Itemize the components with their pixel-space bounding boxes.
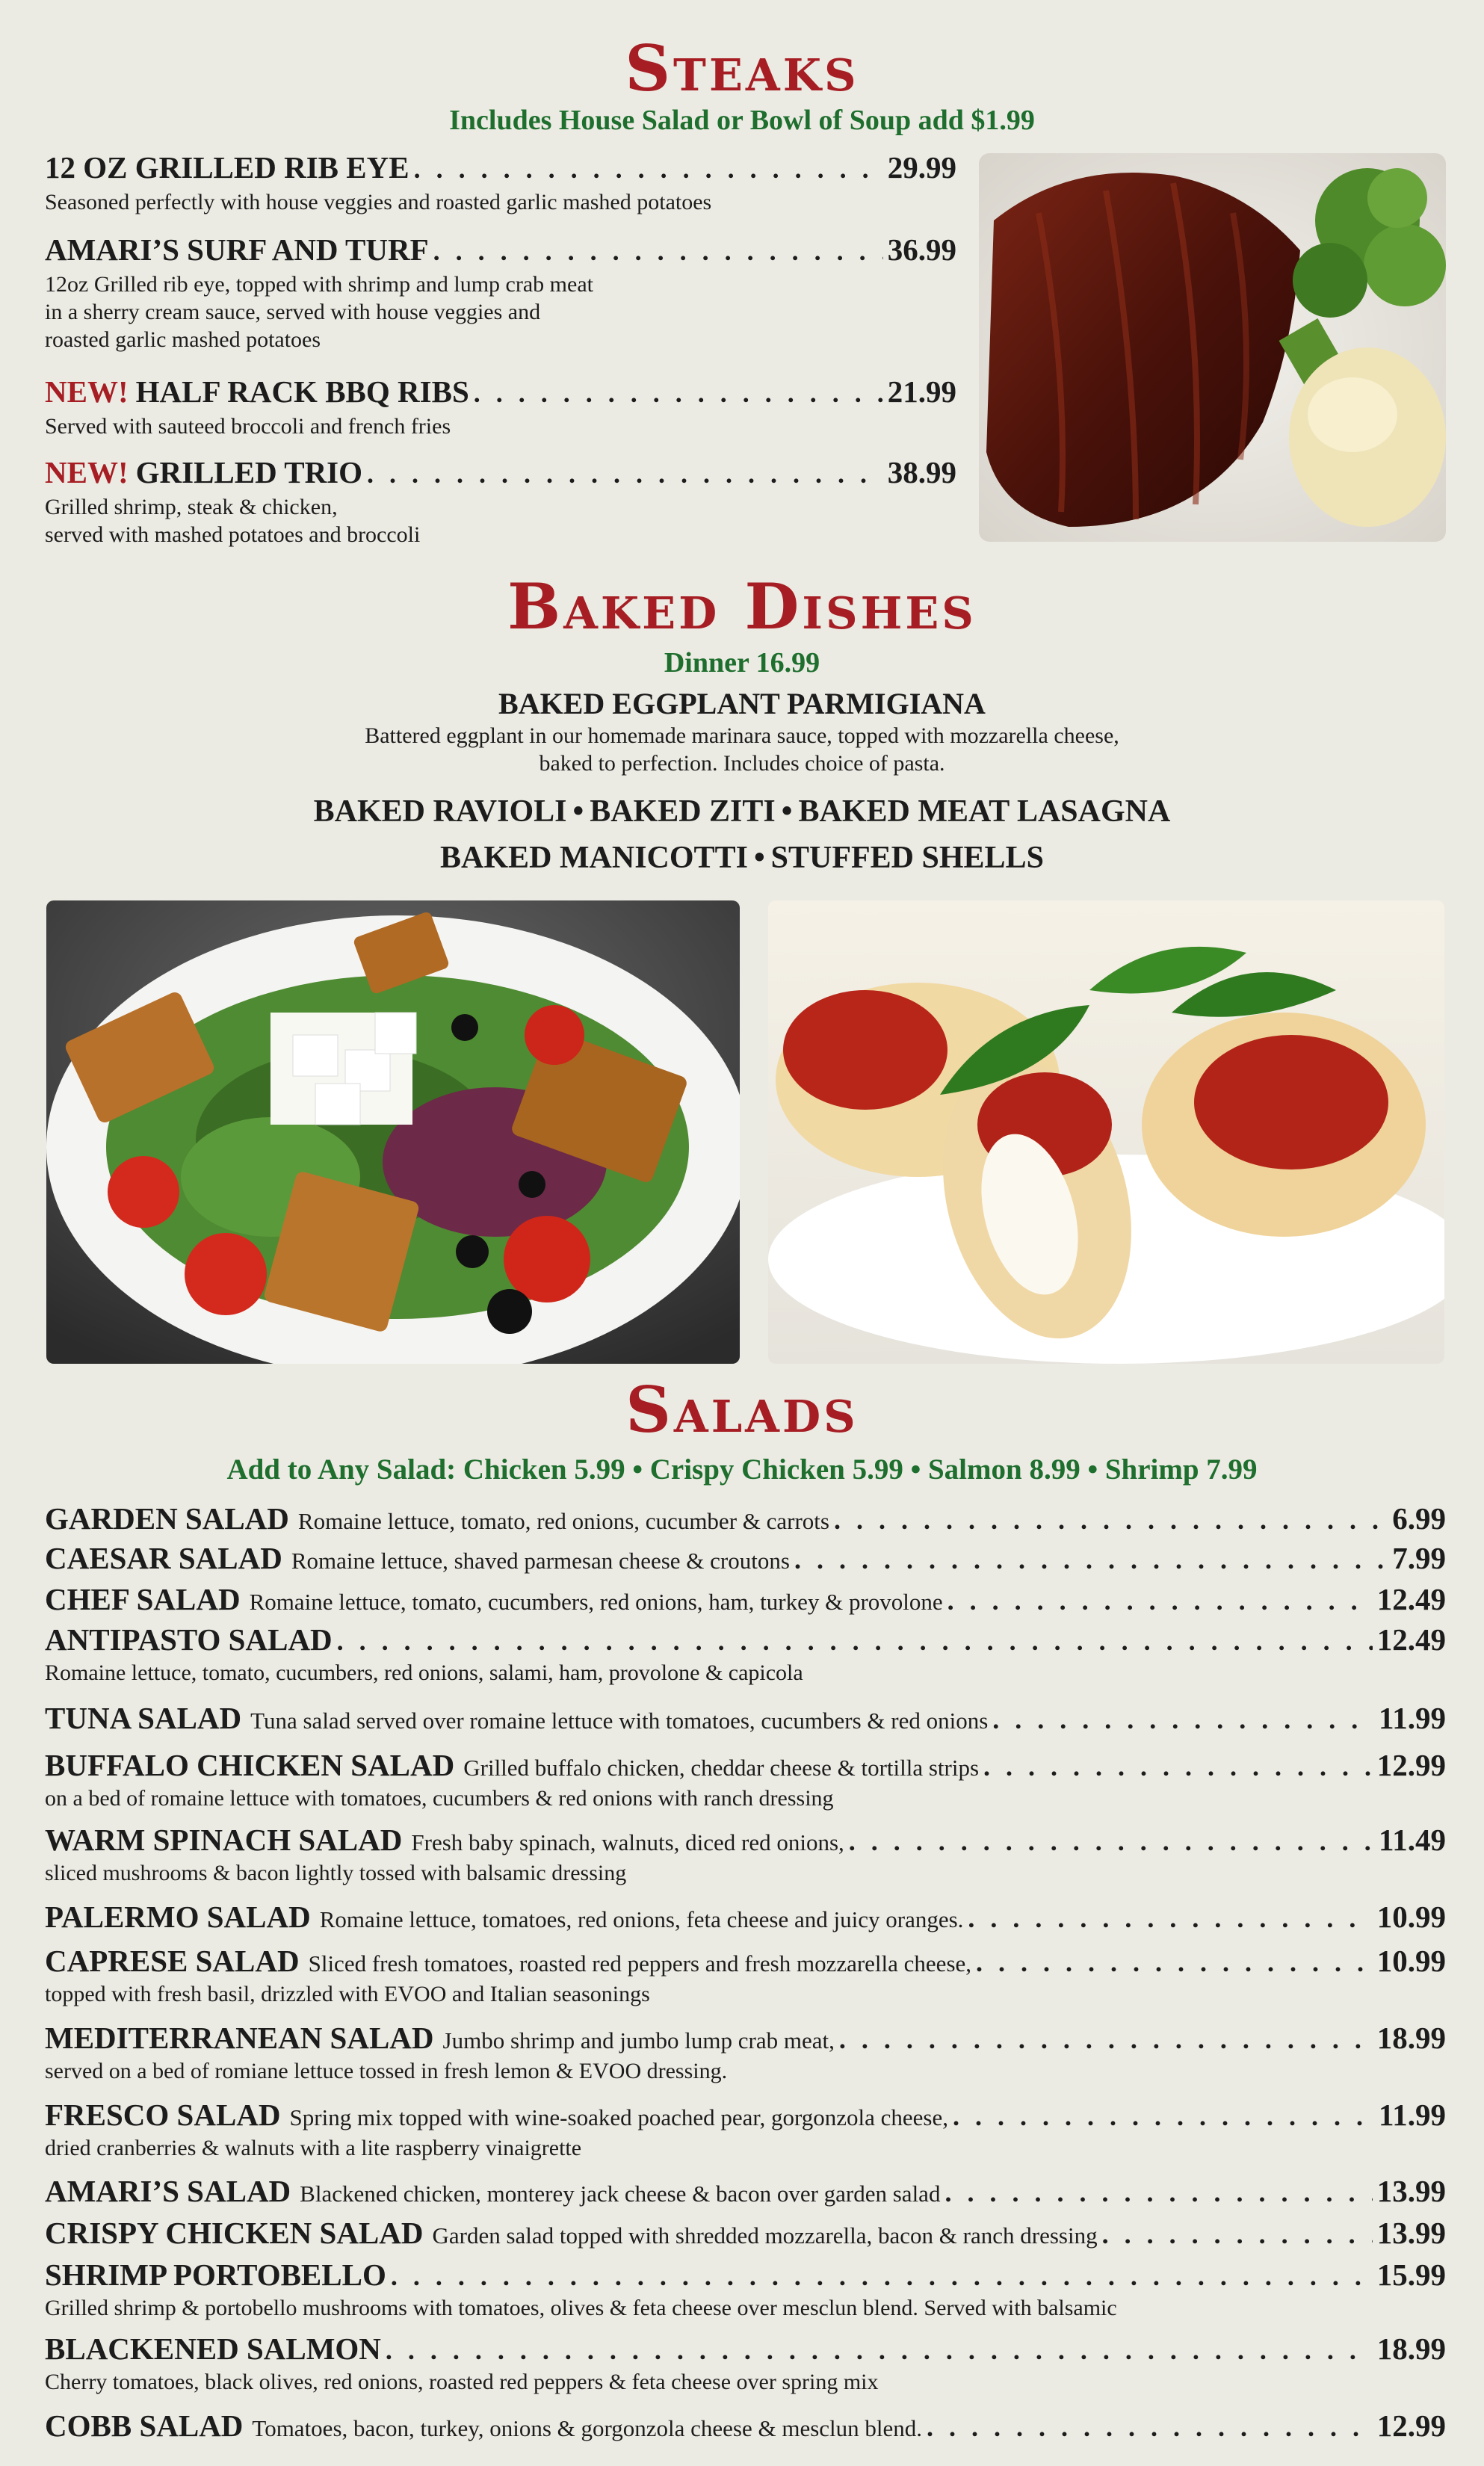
- item-name: BUFFALO CHICKEN SALAD: [45, 1748, 455, 1782]
- menu-item-rib-eye: [45, 149, 956, 185]
- dot-leader: [976, 1947, 1373, 1978]
- item-price: 18.99: [1376, 2021, 1446, 2055]
- desc-line: Battered eggplant in our homemade marinara sauce, topped with mozzarella cheese,: [365, 723, 1119, 748]
- feature-dish-description: [0, 722, 1484, 777]
- item-price: 12.49: [1376, 1622, 1446, 1657]
- dot-leader: [433, 235, 883, 267]
- item-name: 12 OZ GRILLED RIB EYE: [45, 150, 409, 185]
- feature-dish-name: BAKED EGGPLANT PARMIGIANA: [498, 687, 986, 720]
- dot-leader: [414, 153, 883, 185]
- item-inline-description: Fresh baby spinach, walnuts, diced red onions,: [411, 1829, 844, 1855]
- item-price: 36.99: [887, 232, 956, 267]
- baked-dishes-line-2: [0, 840, 1484, 876]
- item-description: sliced mushrooms & bacon lightly tossed with balsamic dressing: [45, 1861, 627, 1885]
- salad-item: [45, 2331, 1446, 2367]
- item-description: [45, 493, 420, 548]
- new-badge: NEW!: [45, 374, 129, 409]
- baked-dishes-subtitle: Dinner 16.99: [664, 647, 820, 679]
- salad-item: [45, 2408, 1446, 2444]
- dish-name: BAKED ZITI: [590, 794, 776, 829]
- salads-title: Salads: [625, 1373, 859, 1447]
- dot-leader: [794, 1544, 1388, 1575]
- item-name: COBB SALAD: [45, 2408, 244, 2443]
- dot-leader: [391, 2260, 1373, 2292]
- item-name: WARM SPINACH SALAD: [45, 1823, 403, 1857]
- item-price: 29.99: [887, 150, 956, 185]
- salad-item: [45, 1581, 1446, 1617]
- dot-leader: [992, 1704, 1374, 1735]
- separator: •: [781, 794, 793, 829]
- item-price: 12.99: [1376, 1748, 1446, 1782]
- item-name: TUNA SALAD: [45, 1701, 242, 1735]
- item-price: 6.99: [1392, 1501, 1446, 1536]
- item-price: 11.49: [1379, 1823, 1446, 1857]
- item-inline-description: Romaine lettuce, tomatoes, red onions, feta cheese and juicy oranges.: [319, 1906, 964, 1932]
- item-name: GRILLED TRIO: [135, 455, 363, 489]
- dot-leader: [947, 1585, 1373, 1616]
- item-description: Romaine lettuce, tomato, cucumbers, red onions, salami, ham, provolone & capicola: [45, 1660, 803, 1685]
- dot-leader: [953, 2101, 1374, 2132]
- item-description: Seasoned perfectly with house veggies and roasted garlic mashed potatoes: [45, 190, 712, 214]
- item-name: CRISPY CHICKEN SALAD: [45, 2216, 424, 2250]
- item-description: [45, 271, 593, 353]
- item-price: 10.99: [1376, 1900, 1446, 1934]
- menu-item-bbq-ribs: [45, 374, 956, 410]
- item-name: CHEF SALAD: [45, 1582, 241, 1616]
- dot-leader: [968, 1903, 1372, 1934]
- item-price: 13.99: [1376, 2174, 1446, 2208]
- salad-item: [45, 2020, 1446, 2056]
- baked-dishes-line-1: [0, 794, 1484, 829]
- separator: •: [572, 794, 584, 829]
- item-name: AMARI’S SALAD: [45, 2174, 291, 2208]
- item-name: HALF RACK BBQ RIBS: [135, 374, 469, 409]
- salads-subtitle: Add to Any Salad: Chicken 5.99 • Crispy Chicken 5.99 • Salmon 8.99 • Shrimp 7.99: [226, 1453, 1258, 1486]
- desc-line: served with mashed potatoes and broccoli: [45, 522, 421, 547]
- desc-line: Grilled shrimp, steak & chicken,: [45, 495, 338, 519]
- item-name: BLACKENED SALMON: [45, 2331, 381, 2366]
- item-inline-description: Sliced fresh tomatoes, roasted red peppers and fresh mozzarella cheese,: [308, 1950, 972, 1977]
- salad-item: [45, 1501, 1446, 1536]
- desc-line: in a sherry cream sauce, served with house veggies and: [45, 300, 541, 324]
- desc-line: baked to perfection. Includes choice of pasta.: [539, 751, 945, 776]
- item-name: GARDEN SALAD: [45, 1501, 289, 1536]
- item-inline-description: Tomatoes, bacon, turkey, onions & gorgonzola cheese & mesclun blend.: [252, 2415, 923, 2441]
- item-name: CAPRESE SALAD: [45, 1944, 300, 1978]
- salad-item: [45, 1822, 1446, 1858]
- salad-item: [45, 1622, 1446, 1657]
- baked-dishes-title: Baked Dishes: [507, 569, 977, 643]
- dish-name: BAKED RAVIOLI: [313, 794, 567, 829]
- item-price: 11.99: [1379, 1701, 1446, 1735]
- menu-item-surf-and-turf: [45, 232, 956, 268]
- item-description: Served with sauteed broccoli and french fries: [45, 414, 451, 439]
- item-price: 18.99: [1376, 2331, 1446, 2366]
- stuffed-shells-photo: [768, 900, 1444, 1364]
- salad-item: [45, 2173, 1446, 2209]
- salad-item: [45, 2215, 1446, 2251]
- separator: •: [753, 841, 765, 875]
- dot-leader: [834, 1504, 1388, 1536]
- dot-leader: [849, 1826, 1374, 1857]
- item-price: 10.99: [1376, 1944, 1446, 1978]
- item-description: topped with fresh basil, drizzled with EVOO and Italian seasonings: [45, 1982, 650, 2006]
- dot-leader: [386, 2334, 1373, 2366]
- item-inline-description: Jumbo shrimp and jumbo lump crab meat,: [442, 2027, 835, 2054]
- ribs-photo: [979, 153, 1446, 542]
- salad-item: [45, 2257, 1446, 2293]
- dot-leader: [367, 458, 883, 489]
- item-name: ANTIPASTO SALAD: [45, 1622, 333, 1657]
- item-price: 11.99: [1379, 2098, 1446, 2132]
- dish-name: STUFFED SHELLS: [770, 841, 1044, 875]
- item-price: 12.49: [1376, 1582, 1446, 1616]
- item-inline-description: Spring mix topped with wine-soaked poached pear, gorgonzola cheese,: [289, 2104, 948, 2130]
- item-price: 7.99: [1392, 1541, 1446, 1575]
- salad-item: [45, 1899, 1446, 1935]
- dot-leader: [927, 2411, 1373, 2443]
- item-name: FRESCO SALAD: [45, 2098, 281, 2132]
- desc-line: roasted garlic mashed potatoes: [45, 327, 321, 352]
- item-name: SHRIMP PORTOBELLO: [45, 2258, 386, 2292]
- item-name: PALERMO SALAD: [45, 1900, 311, 1934]
- salad-item: [45, 1747, 1446, 1783]
- item-inline-description: Grilled buffalo chicken, cheddar cheese & tortilla strips: [463, 1755, 980, 1781]
- steaks-title: Steaks: [625, 31, 859, 105]
- item-inline-description: Tuna salad served over romaine lettuce with tomatoes, cucumbers & red onions: [250, 1708, 989, 1734]
- item-description: Grilled shrimp & portobello mushrooms with tomatoes, olives & feta cheese over mesclun blend. Served with balsamic: [45, 2296, 1117, 2320]
- item-description: on a bed of romaine lettuce with tomatoes, cucumbers & red onions with ranch dressing: [45, 1786, 834, 1811]
- item-inline-description: Blackened chicken, monterey jack cheese & bacon over garden salad: [300, 2181, 941, 2207]
- item-price: 38.99: [887, 455, 956, 489]
- dot-leader: [474, 377, 883, 409]
- salad-item: [45, 1540, 1446, 1576]
- item-description: served on a bed of romiane lettuce tossed in fresh lemon & EVOO dressing.: [45, 2059, 728, 2083]
- item-price: 12.99: [1376, 2408, 1446, 2443]
- item-price: 13.99: [1376, 2216, 1446, 2250]
- menu-item-grilled-trio: [45, 454, 956, 490]
- dot-leader: [839, 2024, 1373, 2055]
- item-price: 21.99: [887, 374, 956, 409]
- salad-item: [45, 1700, 1446, 1736]
- dot-leader: [983, 1751, 1373, 1782]
- dot-leader: [337, 1625, 1373, 1657]
- item-inline-description: Garden salad topped with shredded mozzarella, bacon & ranch dressing: [432, 2222, 1098, 2249]
- item-name: MEDITERRANEAN SALAD: [45, 2021, 434, 2055]
- item-description: dried cranberries & walnuts with a lite raspberry vinaigrette: [45, 2136, 582, 2160]
- salad-item: [45, 1943, 1446, 1979]
- desc-line: 12oz Grilled rib eye, topped with shrimp and lump crab meat: [45, 272, 593, 297]
- item-description: Cherry tomatoes, black olives, red onions, roasted red peppers & feta cheese over spring mix: [45, 2370, 879, 2394]
- salad-photo: [46, 900, 740, 1364]
- item-name: AMARI’S SURF AND TURF: [45, 232, 429, 267]
- dish-name: BAKED MEAT LASAGNA: [798, 794, 1171, 829]
- item-price: 15.99: [1376, 2258, 1446, 2292]
- dot-leader: [1102, 2219, 1373, 2250]
- item-name: CAESAR SALAD: [45, 1541, 282, 1575]
- new-badge: NEW!: [45, 455, 129, 489]
- dish-name: BAKED MANICOTTI: [440, 841, 748, 875]
- dot-leader: [944, 2177, 1372, 2208]
- item-inline-description: Romaine lettuce, tomato, cucumbers, red onions, ham, turkey & provolone: [249, 1589, 943, 1615]
- steaks-subtitle: Includes House Salad or Bowl of Soup add $1.99: [449, 105, 1035, 136]
- item-inline-description: Romaine lettuce, shaved parmesan cheese & croutons: [291, 1548, 790, 1574]
- salad-item: [45, 2097, 1446, 2133]
- item-inline-description: Romaine lettuce, tomato, red onions, cucumber & carrots: [297, 1508, 829, 1534]
